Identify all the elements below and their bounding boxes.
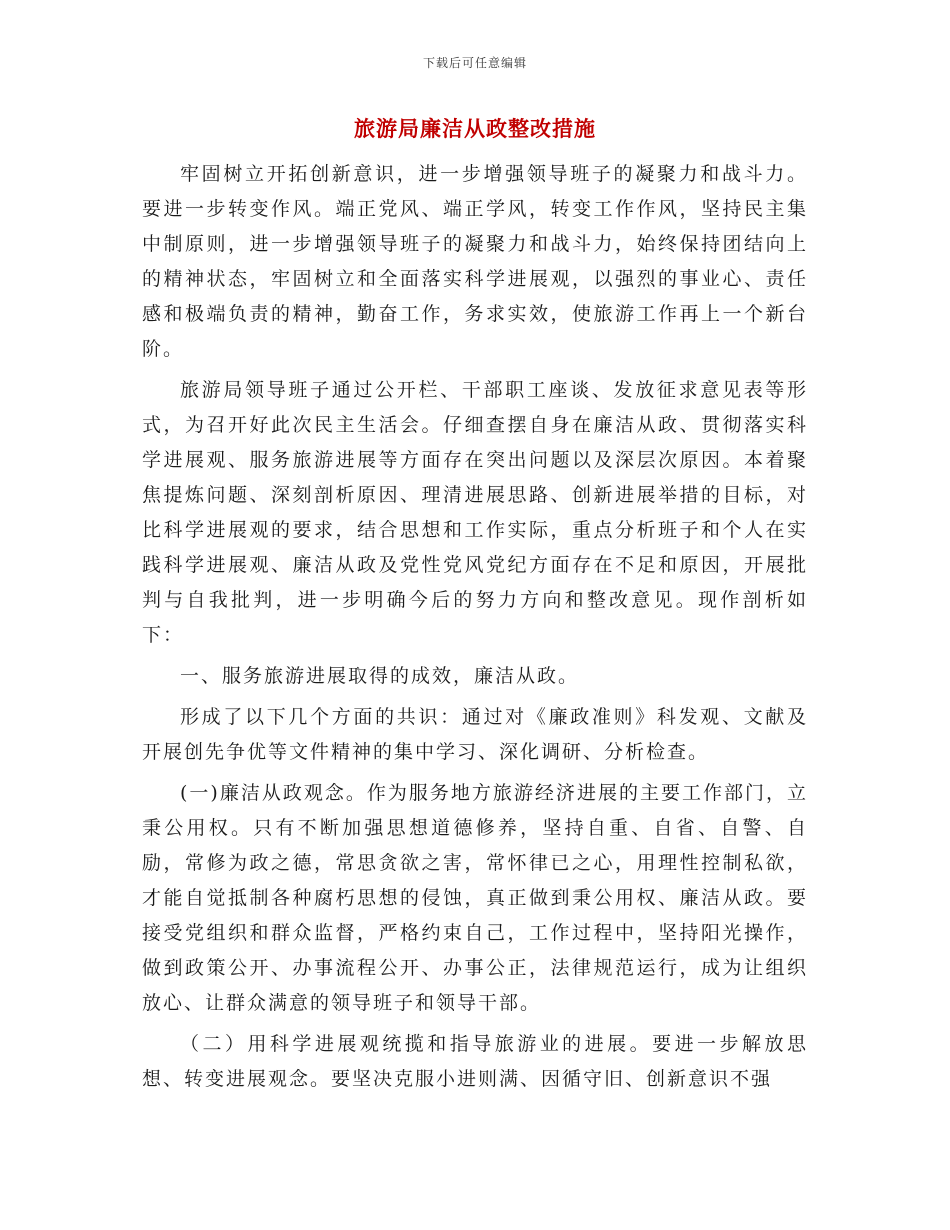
document-title: 旅游局廉洁从政整改措施 — [354, 116, 596, 141]
header-note: 下载后可任意编辑 — [422, 56, 527, 70]
section-heading-1: 一、服务旅游进展取得的成效，廉洁从政。 — [180, 665, 580, 687]
paragraph-5: （二）用科学进展观统揽和指导旅游业的进展。要进一步解放思想、转变进展观念。要坚决克服小进则满、因循守旧、创新意识不强 — [142, 1033, 808, 1090]
document-body — [142, 157, 808, 1103]
paragraph-2: 旅游局领导班子通过公开栏、干部职工座谈、发放征求意见表等形式，为召开好此次民主生活会。仔细查摆自身在廉洁从政、贯彻落实科学进展观、服务旅游进展等方面存在突出问题以及深层次原因。本着聚焦提炼问题、深刻剖析原因、理清进展思路、创新进展举措的目标，对比科学进展观的要求，结合思想和工作实际，重点分析班子和个人在实践科学进展观、廉洁从政及党性党风党纪方面存在不足和原因，开展批判与自我批判，进一步明确今后的努力方向和整改意见。现作剖析如下： — [142, 379, 808, 646]
paragraph-3: 形成了以下几个方面的共识：通过对《廉政准则》科发观、文献及开展创先争优等文件精神的集中学习、深化调研、分析检查。 — [142, 706, 808, 763]
paragraph-4: (一)廉洁从政观念。作为服务地方旅游经济进展的主要工作部门，立秉公用权。只有不断加强思想道德修养，坚持自重、自省、自警、自励，常修为政之德，常思贪欲之害，常怀律已之心，用理性控制私欲，才能自觉抵制各种腐朽思想的侵蚀，真正做到秉公用权、廉洁从政。要接受党组织和群众监督，严格约束自己，工作过程中，坚持阳光操作，做到政策公开、办事流程公开、办事公正，法律规范运行，成为让组织放心、让群众满意的领导班子和领导干部。 — [142, 782, 808, 1014]
paragraph-1: 牢固树立开拓创新意识，进一步增强领导班子的凝聚力和战斗力。要进一步转变作风。端正党风、端正学风，转变工作作风，坚持民主集中制原则，进一步增强领导班子的凝聚力和战斗力，始终保持团结向上的精神状态，牢固树立和全面落实科学进展观，以强烈的事业心、责任感和极端负责的精神，勤奋工作，务求实效，使旅游工作再上一个新台阶。 — [142, 163, 808, 360]
